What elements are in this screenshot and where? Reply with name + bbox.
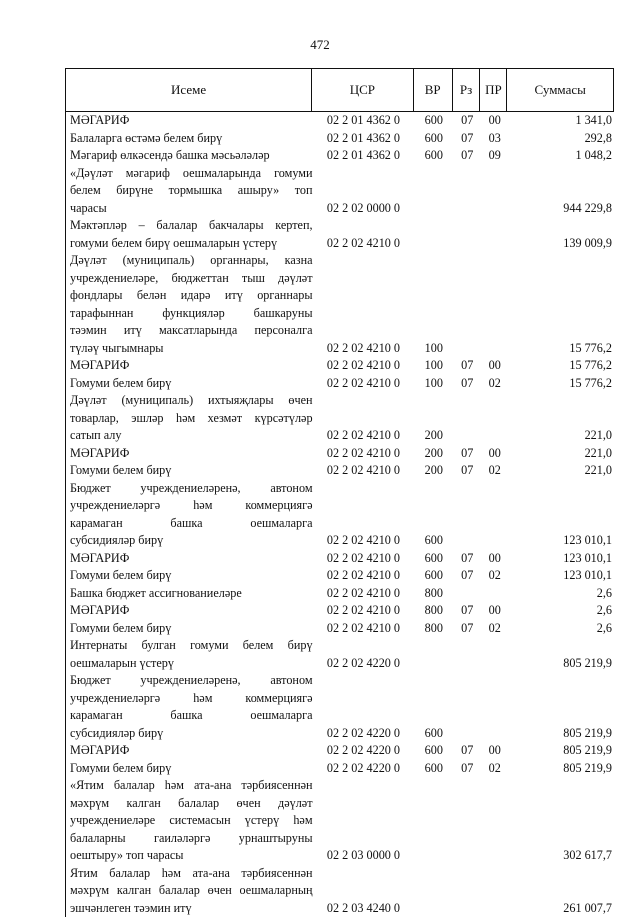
row-name-line: МӘГАРИФ <box>70 112 313 130</box>
row-pr: 00 <box>481 112 508 130</box>
row-name-line: оешмаларын үстерү <box>70 655 313 673</box>
row-vr: 200 <box>414 427 453 445</box>
row-name-line: учреждениеләре, бюджеттан тыш дәүләт <box>70 270 313 288</box>
row-name-line: гомуми белем бирү оешмаларын үстерү <box>70 235 313 253</box>
row-sum: 2,6 <box>508 620 614 638</box>
header-vr: ВР <box>414 69 453 111</box>
row-name-line: «Ятим балалар һәм ата-ана тәрбиясеннән <box>70 777 313 795</box>
row-name <box>66 462 313 480</box>
row-rz: 07 <box>453 357 481 375</box>
row-rz: 07 <box>453 602 481 620</box>
row-csr: 02 2 02 4210 0 <box>313 462 415 480</box>
row-name <box>66 130 313 148</box>
row-name-line: Башка бюджет ассигнованиеләре <box>70 585 313 603</box>
table-row <box>66 112 614 130</box>
row-name-line: МӘГАРИФ <box>70 357 313 375</box>
table-row <box>66 480 614 550</box>
row-csr: 02 2 02 4210 0 <box>313 427 415 445</box>
table-row <box>66 777 614 865</box>
row-name-line: учреждениеләргә һәм коммерциягә <box>70 690 313 708</box>
row-name-line: Бюджет учреждениеләренә, автоном <box>70 672 313 690</box>
row-name-line: Балаларга өстәмә белем бирү <box>70 130 313 148</box>
table-row <box>66 585 614 603</box>
row-sum: 944 229,8 <box>508 200 614 218</box>
row-sum: 139 009,9 <box>508 235 614 253</box>
row-csr: 02 2 02 4220 0 <box>313 742 415 760</box>
row-sum: 15 776,2 <box>508 357 614 375</box>
row-name <box>66 777 313 865</box>
row-name <box>66 550 313 568</box>
table-row <box>66 252 614 357</box>
row-name-line: карамаган башка оешмаларга <box>70 707 313 725</box>
row-vr: 600 <box>414 147 453 165</box>
row-name <box>66 637 313 672</box>
table-row <box>66 742 614 760</box>
row-name <box>66 760 313 778</box>
row-rz: 07 <box>453 112 481 130</box>
row-csr: 02 2 02 4210 0 <box>313 602 415 620</box>
row-name <box>66 567 313 585</box>
row-vr: 100 <box>414 340 453 358</box>
row-name-line: түләү чыгымнары <box>70 340 313 358</box>
row-name-line: чарасы <box>70 200 313 218</box>
row-rz: 07 <box>453 445 481 463</box>
row-name-line: фондлары белән идарә итү органнары <box>70 287 313 305</box>
row-sum: 805 219,9 <box>508 742 614 760</box>
table-row <box>66 392 614 445</box>
row-vr: 600 <box>414 725 453 743</box>
row-name <box>66 147 313 165</box>
row-vr: 100 <box>414 375 453 393</box>
table-row <box>66 672 614 742</box>
table-body <box>65 112 614 917</box>
row-csr: 02 2 03 0000 0 <box>313 847 415 865</box>
row-rz: 07 <box>453 760 481 778</box>
row-sum: 15 776,2 <box>508 340 614 358</box>
row-sum: 2,6 <box>508 602 614 620</box>
row-pr: 03 <box>481 130 508 148</box>
row-name <box>66 672 313 742</box>
row-name-line: белем бирүне тормышка ашыру» топ <box>70 182 313 200</box>
row-name <box>66 865 313 917</box>
row-csr: 02 2 02 4210 0 <box>313 235 415 253</box>
row-name <box>66 392 313 445</box>
row-name <box>66 602 313 620</box>
row-vr: 600 <box>414 130 453 148</box>
row-sum: 123 010,1 <box>508 567 614 585</box>
header-rz: Рз <box>453 69 481 111</box>
row-name-line: Мәктәпләр – балалар бакчалары кертеп, <box>70 217 313 235</box>
row-pr: 00 <box>481 602 508 620</box>
row-vr: 600 <box>414 550 453 568</box>
row-csr: 02 2 02 4210 0 <box>313 585 415 603</box>
row-name-line: субсидияләр бирү <box>70 532 313 550</box>
row-csr: 02 2 02 4210 0 <box>313 340 415 358</box>
row-name-line: Дәүләт (муниципаль) органнары, казна <box>70 252 313 270</box>
row-name <box>66 742 313 760</box>
row-name-line: МӘГАРИФ <box>70 602 313 620</box>
row-name <box>66 252 313 357</box>
row-name-line: МӘГАРИФ <box>70 550 313 568</box>
row-csr: 02 2 02 4210 0 <box>313 550 415 568</box>
row-vr: 600 <box>414 742 453 760</box>
row-rz: 07 <box>453 567 481 585</box>
row-name-line: учреждениеләргә һәм коммерциягә <box>70 497 313 515</box>
row-name-line: тәэмин итү максатларында персоналга <box>70 322 313 340</box>
row-csr: 02 2 03 4240 0 <box>313 900 415 917</box>
row-csr: 02 2 02 4210 0 <box>313 445 415 463</box>
row-csr: 02 2 01 4362 0 <box>313 130 415 148</box>
row-rz: 07 <box>453 462 481 480</box>
row-name-line: учреждениеләре системасын үстерү һәм <box>70 812 313 830</box>
table-header <box>65 68 614 112</box>
row-name-line: Мәгариф өлкәсендә башка мәсьәләләр <box>70 147 313 165</box>
row-name <box>66 217 313 252</box>
table-row <box>66 760 614 778</box>
row-pr: 02 <box>481 462 508 480</box>
row-pr: 02 <box>481 620 508 638</box>
row-vr: 600 <box>414 760 453 778</box>
row-pr: 02 <box>481 375 508 393</box>
row-name <box>66 357 313 375</box>
row-name-line: карамаган башка оешмаларга <box>70 515 313 533</box>
row-rz: 07 <box>453 550 481 568</box>
row-rz: 07 <box>453 130 481 148</box>
table-row <box>66 637 614 672</box>
table-row <box>66 375 614 393</box>
row-vr: 600 <box>414 112 453 130</box>
row-vr: 800 <box>414 602 453 620</box>
row-sum: 15 776,2 <box>508 375 614 393</box>
row-name-line: Интернаты булган гомуми белем бирү <box>70 637 313 655</box>
row-sum: 2,6 <box>508 585 614 603</box>
table-row <box>66 550 614 568</box>
table-row <box>66 567 614 585</box>
row-sum: 302 617,7 <box>508 847 614 865</box>
row-name <box>66 480 313 550</box>
row-sum: 123 010,1 <box>508 532 614 550</box>
row-rz: 07 <box>453 375 481 393</box>
row-vr: 200 <box>414 445 453 463</box>
table-row <box>66 165 614 218</box>
row-pr: 02 <box>481 760 508 778</box>
row-name-line: МӘГАРИФ <box>70 742 313 760</box>
table-row <box>66 130 614 148</box>
table-row <box>66 217 614 252</box>
table-row <box>66 602 614 620</box>
row-name-line: Гомуми белем бирү <box>70 567 313 585</box>
header-csr: ЦСР <box>312 69 414 111</box>
row-sum: 805 219,9 <box>508 760 614 778</box>
row-name-line: балаларны гаиләләргә урнаштыруны <box>70 830 313 848</box>
row-csr: 02 2 02 4210 0 <box>313 567 415 585</box>
row-name-line: Гомуми белем бирү <box>70 620 313 638</box>
row-csr: 02 2 02 4220 0 <box>313 760 415 778</box>
row-sum: 221,0 <box>508 462 614 480</box>
table-row <box>66 147 614 165</box>
row-name <box>66 445 313 463</box>
table-row <box>66 445 614 463</box>
row-sum: 221,0 <box>508 445 614 463</box>
row-name-line: Ятим балалар һәм ата-ана тәрбиясеннән <box>70 865 313 883</box>
table-row <box>66 462 614 480</box>
budget-table <box>65 68 614 917</box>
row-sum: 261 007,7 <box>508 900 614 917</box>
row-name <box>66 375 313 393</box>
row-name <box>66 112 313 130</box>
row-vr: 600 <box>414 532 453 550</box>
row-name-line: «Дәүләт мәгариф оешмаларында гомуми <box>70 165 313 183</box>
row-name <box>66 620 313 638</box>
row-name-line: товарлар, эшләр һәм хезмәт күрсәтүләр <box>70 410 313 428</box>
row-pr: 09 <box>481 147 508 165</box>
row-pr: 00 <box>481 550 508 568</box>
row-csr: 02 2 01 4362 0 <box>313 147 415 165</box>
row-rz: 07 <box>453 620 481 638</box>
row-vr: 800 <box>414 585 453 603</box>
row-pr: 00 <box>481 742 508 760</box>
row-csr: 02 2 02 0000 0 <box>313 200 415 218</box>
row-name-line: субсидияләр бирү <box>70 725 313 743</box>
row-csr: 02 2 02 4210 0 <box>313 357 415 375</box>
row-csr: 02 2 02 4220 0 <box>313 655 415 673</box>
row-name-line: оештыру» топ чарасы <box>70 847 313 865</box>
row-name-line: сатып алу <box>70 427 313 445</box>
row-name-line: мәхрүм калган балалар өчен оешмаларның <box>70 882 313 900</box>
row-csr: 02 2 02 4220 0 <box>313 725 415 743</box>
row-pr: 00 <box>481 357 508 375</box>
row-name-line: Гомуми белем бирү <box>70 462 313 480</box>
row-sum: 123 010,1 <box>508 550 614 568</box>
table-row <box>66 620 614 638</box>
row-name-line: тарафыннан функцияләр башкаруны <box>70 305 313 323</box>
row-pr: 02 <box>481 567 508 585</box>
table-row <box>66 865 614 917</box>
row-vr: 600 <box>414 567 453 585</box>
page-number: 472 <box>0 37 640 53</box>
row-name-line: Бюджет учреждениеләренә, автоном <box>70 480 313 498</box>
row-name-line: Гомуми белем бирү <box>70 375 313 393</box>
row-name-line: эшчәнлеген тәэмин итү <box>70 900 313 917</box>
header-pr: ПР <box>480 69 507 111</box>
header-sum: Суммасы <box>507 69 613 111</box>
row-name-line: МӘГАРИФ <box>70 445 313 463</box>
header-name: Исеме <box>66 69 312 111</box>
row-csr: 02 2 02 4210 0 <box>313 620 415 638</box>
row-csr: 02 2 01 4362 0 <box>313 112 415 130</box>
row-vr: 800 <box>414 620 453 638</box>
row-csr: 02 2 02 4210 0 <box>313 375 415 393</box>
row-vr: 100 <box>414 357 453 375</box>
row-sum: 292,8 <box>508 130 614 148</box>
row-vr: 200 <box>414 462 453 480</box>
row-csr: 02 2 02 4210 0 <box>313 532 415 550</box>
row-name-line: Гомуми белем бирү <box>70 760 313 778</box>
row-rz: 07 <box>453 147 481 165</box>
row-sum: 805 219,9 <box>508 725 614 743</box>
row-sum: 1 048,2 <box>508 147 614 165</box>
row-name-line: Дәүләт (муниципаль) ихтыяҗлары өчен <box>70 392 313 410</box>
row-sum: 1 341,0 <box>508 112 614 130</box>
row-sum: 805 219,9 <box>508 655 614 673</box>
table-row <box>66 357 614 375</box>
row-name <box>66 165 313 218</box>
row-pr: 00 <box>481 445 508 463</box>
row-sum: 221,0 <box>508 427 614 445</box>
row-name <box>66 585 313 603</box>
row-rz: 07 <box>453 742 481 760</box>
row-name-line: мәхрүм калган балалар өчен дәүләт <box>70 795 313 813</box>
